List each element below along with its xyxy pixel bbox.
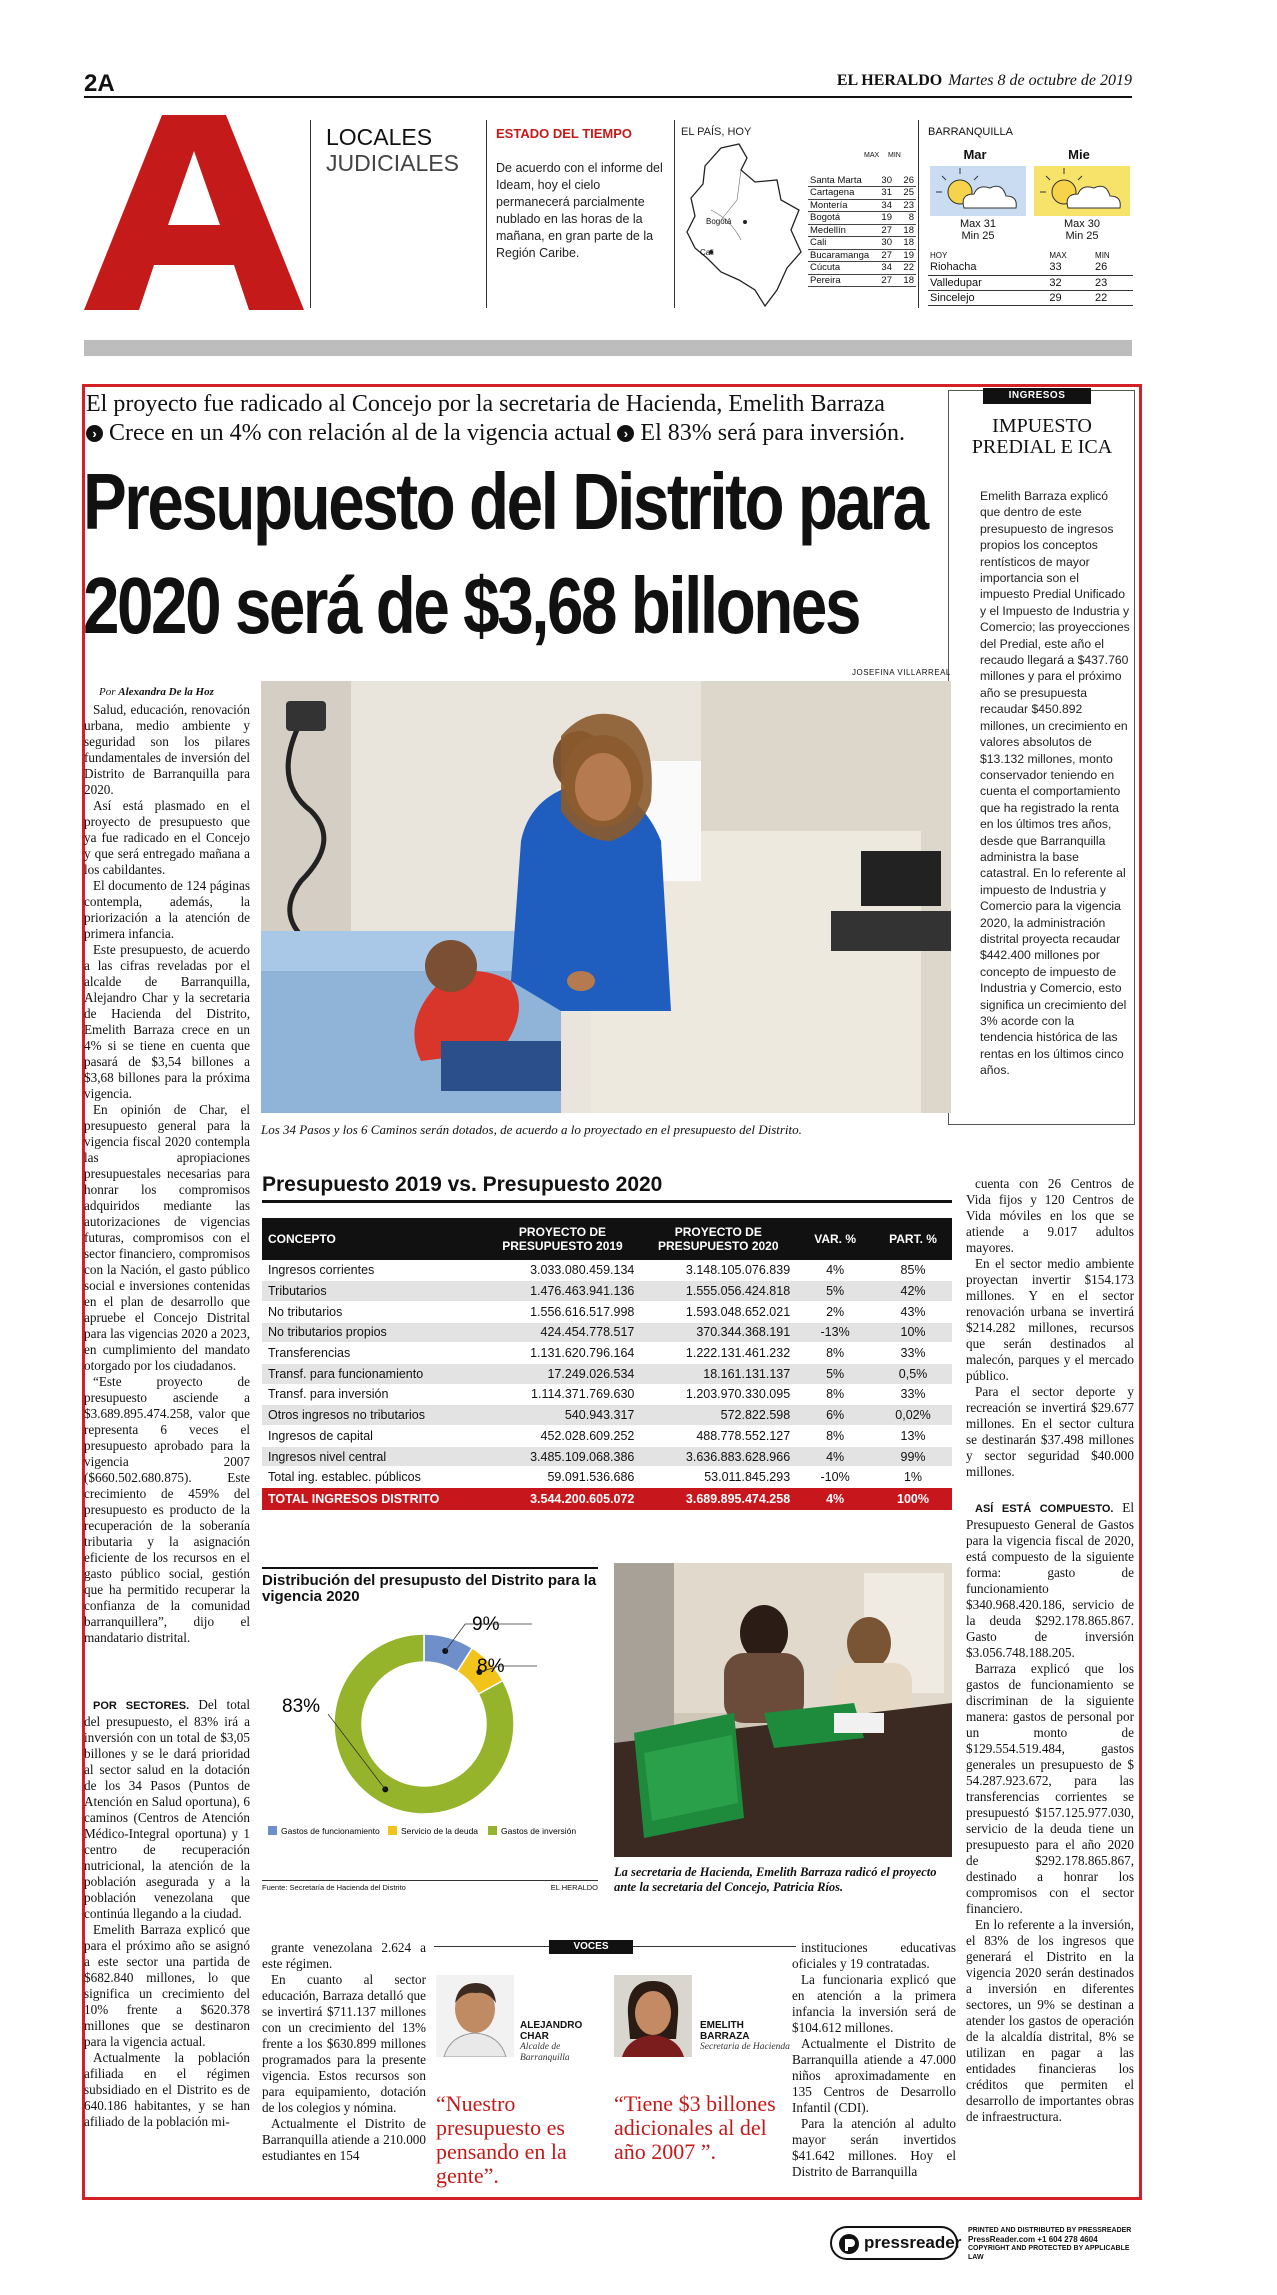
city-max: 27 xyxy=(872,274,894,287)
city-name: Cali xyxy=(808,237,872,250)
table-cell: 8% xyxy=(796,1343,874,1364)
forecast-day-2: Mie xyxy=(1068,147,1090,162)
byline-author: Alexandra De la Hoz xyxy=(118,686,214,698)
legend-swatch xyxy=(488,1826,497,1835)
country-label: EL PAÍS, HOY xyxy=(681,126,752,138)
city-name: Medellín xyxy=(808,224,872,237)
city-min: 22 xyxy=(894,262,916,275)
city-row xyxy=(808,274,916,287)
slice-marker xyxy=(442,1648,448,1654)
town-max: 33 xyxy=(1047,260,1093,275)
table-cell: -10% xyxy=(796,1467,874,1488)
table-cell: Otros ingresos no tributarios xyxy=(262,1405,485,1426)
paragraph: Salud, educación, renovación urbana, medio ambiente y seguridad son los pilares fundamentales de inversión del Distrito de Barranquilla para 2020. xyxy=(84,702,250,797)
paragraph: Barraza explicó que los gastos de funcionamiento se discriminan de la siguiente manera: gastos de personal por un monto de $129.554.519.484, gastos generales un presupuesto de $ 54.287.923.672, para las transferencias corrientes se presupuestó $157.125.977.030, servicio de la deuda tiene un presupuesto para el año 2020 de $292.178.865.867, destinado a honrar los compromisos con el sector financiero. xyxy=(966,1661,1134,1916)
budget-table xyxy=(262,1218,952,1510)
table-title: Presupuesto 2019 vs. Presupuesto 2020 xyxy=(262,1173,663,1196)
pressreader-notice xyxy=(968,2226,1136,2262)
clinic-photo xyxy=(261,681,951,1113)
city-min: 18 xyxy=(894,237,916,250)
column-header: CONCEPTO xyxy=(262,1218,485,1260)
table-cell: 59.091.536.686 xyxy=(485,1467,641,1488)
slice-label: 9% xyxy=(472,1614,500,1635)
table-cell: Transf. para inversión xyxy=(262,1384,485,1405)
quote-1-role: Alcalde de Barranquilla xyxy=(520,2042,570,2063)
table-cell: Total ing. estableс. públicos xyxy=(262,1467,485,1488)
table-cell: 99% xyxy=(874,1446,952,1467)
table-cell: 452.028.609.252 xyxy=(485,1426,641,1447)
table-cell: 6% xyxy=(796,1405,874,1426)
article-column-4 xyxy=(966,1176,1134,1480)
issue-date: Martes 8 de octubre de 2019 xyxy=(948,72,1132,89)
paper-dateline xyxy=(837,72,1132,90)
quote-2-role: Secretaria de Hacienda xyxy=(700,2042,790,2052)
table-cell: Ingresos nivel central xyxy=(262,1446,485,1467)
section-lead: ASÍ ESTÁ COMPUESTO. xyxy=(975,1503,1114,1515)
city-min: 23 xyxy=(894,199,916,212)
town-max: 29 xyxy=(1047,290,1093,305)
table-cell: 1.476.463.941.136 xyxy=(485,1281,641,1302)
paragraph: ASÍ ESTÁ COMPUESTO. El Presupuesto General de Gastos para la vigencia fiscal de 2020, está compuesto de la siguiente forma: gasto de funcionamiento $340.968.420.186, servicio de la deuda $292.178.865.867. Gasto de inversión $3.056.748.188.205. xyxy=(966,1500,1134,1660)
town-row xyxy=(928,260,1133,275)
paragraph: Para la atención al adulto mayor serán invertidos $41.642 millones. Hoy el Distrito de Barranquilla xyxy=(792,2116,956,2179)
city-max: 34 xyxy=(872,199,894,212)
city-name: Montería xyxy=(808,199,872,212)
total-cell: TOTAL INGRESOS DISTRITO xyxy=(262,1488,485,1510)
avatar xyxy=(436,1975,514,2057)
table-cell: 488.778.552.127 xyxy=(640,1426,796,1447)
table-row xyxy=(262,1281,952,1302)
slice-label: 8% xyxy=(477,1656,505,1677)
byline-prefix: Por xyxy=(99,686,116,698)
paragraph: grante venezolana 2.624 a este régimen. xyxy=(262,1940,426,1971)
section-lead: POR SECTORES. xyxy=(93,1700,190,1712)
city-name: Pereira xyxy=(808,274,872,287)
divider xyxy=(918,120,919,308)
bullet-1: Crece en un 4% con relación al de la vigencia actual xyxy=(109,420,612,446)
table-cell: 1.131.620.796.164 xyxy=(485,1343,641,1364)
notice-line-1: PRINTED AND DISTRIBUTED BY PRESSREADER xyxy=(968,2227,1132,2234)
table-cell: 3.485.109.068.386 xyxy=(485,1446,641,1467)
table-cell: 4% xyxy=(796,1446,874,1467)
table-row xyxy=(262,1426,952,1447)
table-cell: Tributarios xyxy=(262,1281,485,1302)
article-kicker xyxy=(86,390,905,448)
paragraph: La funcionaria explicó que en atención a la primera infancia la inversión será de $104.612 millones. xyxy=(792,1972,956,2035)
table-row xyxy=(262,1467,952,1488)
map-label-bogota: Bogotá xyxy=(706,217,732,226)
table-cell: No tributarios xyxy=(262,1301,485,1322)
min-header: MIN xyxy=(1095,251,1110,260)
article-column-3 xyxy=(792,1940,956,2180)
city-row xyxy=(808,187,916,200)
article-column-4b xyxy=(966,1500,1134,2125)
partly-cloudy-icon xyxy=(930,166,1026,216)
day2-max: Max 30 xyxy=(1063,218,1101,230)
day1-min: Min 25 xyxy=(961,230,995,242)
column-header: VAR. % xyxy=(796,1218,874,1260)
regional-weather-table xyxy=(928,251,1133,306)
divider xyxy=(674,120,675,308)
divider xyxy=(310,120,311,308)
arrow-bullet-icon: › xyxy=(617,425,634,442)
table-row xyxy=(262,1405,952,1426)
city-row xyxy=(808,224,916,237)
budget-donut-chart xyxy=(262,1602,598,1847)
city-min: 18 xyxy=(894,224,916,237)
table-cell: 0,02% xyxy=(874,1405,952,1426)
total-cell: 3.544.200.605.072 xyxy=(485,1488,641,1510)
header-gray-bar xyxy=(84,340,1132,356)
sidebar-title: IMPUESTO PREDIAL E ICA xyxy=(971,415,1113,458)
photo-credit: JOSEFINA VILLARREAL xyxy=(852,668,951,677)
city-name: Bogotá xyxy=(808,212,872,225)
table-cell: 17.249.026.534 xyxy=(485,1363,641,1384)
meeting-photo-caption: La secretaria de Hacienda, Emelith Barraza radicó el proyecto ante la secretaria del Concejo, Patricia Ríos. xyxy=(614,1865,937,1894)
table-row xyxy=(262,1446,952,1467)
chart-title: Distribución del presupusto del Distrito para la vigencia 2020 xyxy=(262,1567,598,1605)
table-row xyxy=(262,1384,952,1405)
quote-2-name: EMELITH BARRAZA xyxy=(700,2020,750,2042)
divider xyxy=(486,120,487,308)
legend-label: Gastos de funcionamiento xyxy=(281,1826,380,1836)
table-row xyxy=(262,1260,952,1281)
table-cell: 370.344.368.191 xyxy=(640,1322,796,1343)
town-min: 26 xyxy=(1093,260,1133,275)
table-row xyxy=(262,1343,952,1364)
table-cell: Ingresos de capital xyxy=(262,1426,485,1447)
table-cell: 1.203.970.330.095 xyxy=(640,1384,796,1405)
paragraph: Actualmente el Distrito de Barranquilla atiende a 47.000 niños aproximadamente en 135 Centros de Desarrollo Infantil (CDI). xyxy=(792,2036,956,2115)
table-row xyxy=(262,1363,952,1384)
weather-title: ESTADO DEL TIEMPO xyxy=(496,126,633,141)
table-cell: 33% xyxy=(874,1384,952,1405)
paragraph: Este presupuesto, de acuerdo a las cifras reveladas por el alcalde de Barranquilla, Alejandro Char y la secretaria de Hacienda del Distrito, Emelith Barraza crece en un 4% si se tiene en cuenta que pasará de $3,54 billones a $3,68 billones para la próxima vigencia. xyxy=(84,942,250,1101)
table-cell: 2% xyxy=(796,1301,874,1322)
chart-source xyxy=(262,1880,598,1892)
table-cell: Transf. para funcionamiento xyxy=(262,1363,485,1384)
city-name: Cúcuta xyxy=(808,262,872,275)
partly-cloudy-icon xyxy=(1034,166,1130,216)
paragraph: En el sector medio ambiente proyectan invertir $154.173 millones. Y en el sector renovación urbana se invertirá $214.282 millones, recursos que serán destinados al malecón, parques y el mercado público. xyxy=(966,1256,1134,1383)
table-cell: 1.222.131.461.232 xyxy=(640,1343,796,1364)
table-cell: 1% xyxy=(874,1467,952,1488)
paragraph: En lo referente a la inversión, el 83% de los ingresos que generará el Distrito en la vigencia 2020 serán destinados a inversión en diferentes sectores, un 9% se destinan a atender los gastos de operación de la alcaldía distrital, 8% se utilizan en pagar a las entidades financieras los créditos que permiten el desarrollo de importantes obras de infraestructura. xyxy=(966,1917,1134,2124)
table-rule xyxy=(262,1200,952,1203)
city-row xyxy=(808,199,916,212)
city-max: 31 xyxy=(872,187,894,200)
pressreader-icon xyxy=(838,2233,860,2255)
table-cell: 18.161.131.137 xyxy=(640,1363,796,1384)
table-cell: 5% xyxy=(796,1281,874,1302)
table-cell: 3.033.080.459.134 xyxy=(485,1260,641,1281)
city-max: 27 xyxy=(872,249,894,262)
city-max: 30 xyxy=(872,237,894,250)
max-header: MAX xyxy=(1049,251,1067,260)
meeting-photo xyxy=(614,1563,952,1857)
city-row xyxy=(808,237,916,250)
table-cell: 1.555.056.424.818 xyxy=(640,1281,796,1302)
chart-source-text: Fuente: Secretaría de Hacienda del Distrito xyxy=(262,1883,406,1892)
paragraph: “Este proyecto de presupuesto asciende a $3.689.895.474.258, valor que representa 6 veces el presupuesto aprobado para la vigencia 2007 ($660.502.680.875). Este crecimiento de 459% del presupuesto es producto de la recuperación de la soberanía tributaria y la asignación eficiente de los recursos en el gasto público social, gestión que ha permitido recuperar la confianza de la comunidad barranquillera”, dijo el mandatario distrital. xyxy=(84,1374,250,1645)
quote-1-author xyxy=(520,2020,600,2064)
city-max: 27 xyxy=(872,224,894,237)
table-cell: 5% xyxy=(796,1363,874,1384)
pressreader-text: pressreader xyxy=(864,2233,962,2252)
table-cell: 53.011.845.293 xyxy=(640,1467,796,1488)
column-header: PROYECTO DE PRESUPUESTO 2020 xyxy=(640,1218,796,1260)
table-cell: -13% xyxy=(796,1322,874,1343)
table-cell: 10% xyxy=(874,1322,952,1343)
article-column-1 xyxy=(84,702,250,1646)
paragraph: Para el sector deporte y recreación se invertirá $29.677 millones. En el sector cultura se destinarán $37.498 millones y sector seguridad $40.000 millones. xyxy=(966,1384,1134,1479)
kicker-bullets xyxy=(86,419,905,448)
town-name: Valledupar xyxy=(928,275,1047,290)
quote-2: “Tiene $3 billones adicionales al del año 2007 ”. xyxy=(614,2091,776,2164)
paragraph: En cuanto al sector educación, Barraza detalló que se invertirá $711.137 millones con un crecimiento del 13% frente a los $630.899 millones programados para la presente vigencia. Estos recursos son para equipamiento, dotación de los colegios y nómina. xyxy=(262,1972,426,2115)
max-header: MAX xyxy=(864,152,880,159)
arrow-bullet-icon: › xyxy=(86,425,103,442)
total-cell: 100% xyxy=(874,1488,952,1510)
byline xyxy=(99,686,214,698)
article-column-2 xyxy=(262,1940,426,2164)
forecast-day-1: Mar xyxy=(963,147,987,162)
sidebar-body: Emelith Barraza explicó que dentro de este presupuesto de ingresos propios los conceptos rentísticos de mayor importancia son el impuesto Predial Unificado y el Impuesto de Industria y Comercio; las proyecciones del Predial, este año el recaudo llegará a $437.760 millones y para el próximo año se presupuesta recaudar $450.892 millones, un crecimiento en valores absolutos de $13.132 millones, monto conservador teniendo en cuenta el comportamiento que ha registrado la renta en los últimos tres años, desde que Barranquilla administra la base catastral. En lo referente al impuesto de Industria y Comercio para la vigencia 2020, la administración distrital proyecta recaudar $442.400 millones por concepto de impuesto de Industria y Comercio, esto significa un crecimiento del 3% acorde con la tendencia histórica de las rentas en los últimos cinco años. xyxy=(980,489,1130,1078)
legend-swatch xyxy=(388,1826,397,1835)
table-cell: 8% xyxy=(796,1426,874,1447)
sidebar-tag: INGRESOS xyxy=(983,388,1091,404)
kicker-line: El proyecto fue radicado al Concejo por la secretaria de Hacienda, Emelith Barraza xyxy=(86,391,885,417)
table-cell: 424.454.778.517 xyxy=(485,1322,641,1343)
table-cell: 1.114.371.769.630 xyxy=(485,1384,641,1405)
colombia-map xyxy=(681,140,811,310)
quote-1: “Nuestro presupuesto es pensando en la gente”. xyxy=(436,2091,567,2188)
voces-tag: VOCES xyxy=(549,1940,633,1954)
table-cell: 1.556.616.517.998 xyxy=(485,1301,641,1322)
chart-brand: EL HERALDO xyxy=(550,1883,598,1892)
table-cell: 42% xyxy=(874,1281,952,1302)
town-min: 22 xyxy=(1093,290,1133,305)
city-min: 18 xyxy=(894,274,916,287)
article-column-1b xyxy=(84,1697,250,2130)
section-name: LOCALES xyxy=(326,124,433,150)
paragraph: Actualmente la población afiliada en el régimen subsidiado en el Distrito es de 640.186 habitantes, y se han afiliado de la población mi- xyxy=(84,2050,250,2129)
city-name: Santa Marta xyxy=(808,174,872,187)
table-cell: 1.593.048.652.021 xyxy=(640,1301,796,1322)
table-cell: 540.943.317 xyxy=(485,1405,641,1426)
table-row xyxy=(262,1301,952,1322)
table-cell: No tributarios propios xyxy=(262,1322,485,1343)
table-cell: 4% xyxy=(796,1260,874,1281)
quote-2-author xyxy=(700,2020,792,2053)
paragraph: POR SECTORES. Del total del presupuesto, el 83% irá a inversión con un total de $3,05 billones y se le dará prioridad al sector salud en la dotación de los 34 Pasos (Puntos de Atención en Salud oportuna), 6 caminos (Centros de Atención Médico-Integral oportuna) y 1 centro de recuperación nutricional, la atención de la población asegurada y a la población venezolana que continúa llegando a la ciudad. xyxy=(84,1697,251,1921)
paragraph: En opinión de Char, el presupuesto general para la vigencia fiscal 2020 contempla las apropiaciones presupuestales necesarias para honrar los compromisos adquiridos mediante las autorizaciones de vigencias futuras, compromisos con el sector financiero, compromisos con la Nación, el gasto público social e inversiones contenidas en el plan de desarrollo que apruebe el Concejo Distrital para las vigencias 2020 a 2023, en cumplimiento del mandato otorgado por los ciudadanos. xyxy=(84,1102,250,1373)
city-name: Cartagena xyxy=(808,187,872,200)
table-cell: 3.148.105.076.839 xyxy=(640,1260,796,1281)
weather-text: De acuerdo con el informe del Ideam, hoy el cielo permanecerá parcialmente nublado en las horas de la mañana, en gran parte de la Región Caribe. xyxy=(496,161,663,260)
city-min: 8 xyxy=(894,212,916,225)
legend-label: Gastos de inversión xyxy=(501,1826,577,1836)
column-header: PROYECTO DE PRESUPUESTO 2019 xyxy=(485,1218,641,1260)
table-cell: Transferencias xyxy=(262,1343,485,1364)
slice-label: 83% xyxy=(282,1696,321,1717)
page-number: 2A xyxy=(84,70,115,97)
barranquilla-label: BARRANQUILLA xyxy=(928,126,1013,138)
min-header: MIN xyxy=(888,152,901,159)
notice-line-3: COPYRIGHT AND PROTECTED BY APPLICABLE LAW xyxy=(968,2245,1130,2261)
city-row xyxy=(808,212,916,225)
bullet-2: El 83% será para inversión. xyxy=(640,420,905,446)
town-name: Riohacha xyxy=(928,260,1047,275)
day2-min: Min 25 xyxy=(1065,230,1099,242)
total-cell: 3.689.895.474.258 xyxy=(640,1488,796,1510)
pressreader-logo[interactable] xyxy=(830,2226,962,2260)
town-row xyxy=(928,275,1133,290)
quote-1-name: ALEJANDRO CHAR xyxy=(520,2020,583,2042)
table-cell: 0,5% xyxy=(874,1363,952,1384)
city-max: 34 xyxy=(872,262,894,275)
town-name: Sincelejo xyxy=(928,290,1047,305)
paragraph: instituciones educativas oficiales y 19 contratadas. xyxy=(792,1940,956,1971)
avatar xyxy=(614,1975,692,2057)
town-min: 23 xyxy=(1093,275,1133,290)
city-min: 19 xyxy=(894,249,916,262)
city-min: 25 xyxy=(894,187,916,200)
paper-name: EL HERALDO xyxy=(836,72,943,89)
town-row xyxy=(928,290,1133,305)
paragraph: El documento de 124 páginas contempla, además, la priorización a la atención de primera infancia. xyxy=(84,878,250,941)
city-max: 30 xyxy=(872,174,894,187)
notice-line-2: PressReader.com +1 604 278 4604 xyxy=(968,2235,1098,2244)
city-name: Bucaramanga xyxy=(808,249,872,262)
paragraph: Actualmente el Distrito de Barranquilla atiende a 210.000 estudiantes en 154 xyxy=(262,2116,426,2163)
table-cell: Ingresos corrientes xyxy=(262,1260,485,1281)
legend-swatch xyxy=(268,1826,277,1835)
headline-line-2: 2020 será de $3,68 billones xyxy=(83,561,859,650)
table-cell: 572.822.598 xyxy=(640,1405,796,1426)
town-max: 32 xyxy=(1047,275,1093,290)
city-row xyxy=(808,174,916,187)
table-cell: 85% xyxy=(874,1260,952,1281)
table-cell: 3.636.883.628.966 xyxy=(640,1446,796,1467)
day1-max: Max 31 xyxy=(959,218,997,230)
hoy-header: HOY xyxy=(930,251,948,260)
section-letter-logo xyxy=(84,115,304,310)
total-cell: 4% xyxy=(796,1488,874,1510)
table-cell: 13% xyxy=(874,1426,952,1447)
headline-line-1: Presupuesto del Distrito para xyxy=(83,457,927,546)
city-weather-table xyxy=(808,174,916,287)
map-label-cali: Cali xyxy=(700,248,714,257)
section-subname: JUDICIALES xyxy=(326,150,459,176)
photo-caption: Los 34 Pasos y los 6 Caminos serán dotados, de acuerdo a lo proyectado en el presupuesto del Distrito. xyxy=(261,1122,802,1137)
table-cell: 33% xyxy=(874,1343,952,1364)
paragraph: cuenta con 26 Centros de Vida fijos y 120 Centros de Vida móviles en los que se atiende a 9.017 adultos mayores. xyxy=(966,1176,1134,1255)
city-row xyxy=(808,249,916,262)
table-cell: 43% xyxy=(874,1301,952,1322)
legend-label: Servicio de la deuda xyxy=(401,1826,479,1836)
headline xyxy=(83,450,927,658)
paragraph: Así está plasmado en el proyecto de presupuesto que ya fue radicado en el Concejo y que será entregado mañana a los cabildantes. xyxy=(84,798,250,877)
header-rule xyxy=(84,96,1132,98)
paragraph: Emelith Barraza explicó que para el próximo año se asignó a este sector una partida de $682.840 millones, lo que significa un crecimiento del 10% frente a $620.378 millones que se destinaron para la vigencia actual. xyxy=(84,1922,250,2049)
city-min: 26 xyxy=(894,174,916,187)
column-header: PART. % xyxy=(874,1218,952,1260)
table-row xyxy=(262,1322,952,1343)
city-row xyxy=(808,262,916,275)
city-max: 19 xyxy=(872,212,894,225)
table-cell: 8% xyxy=(796,1384,874,1405)
